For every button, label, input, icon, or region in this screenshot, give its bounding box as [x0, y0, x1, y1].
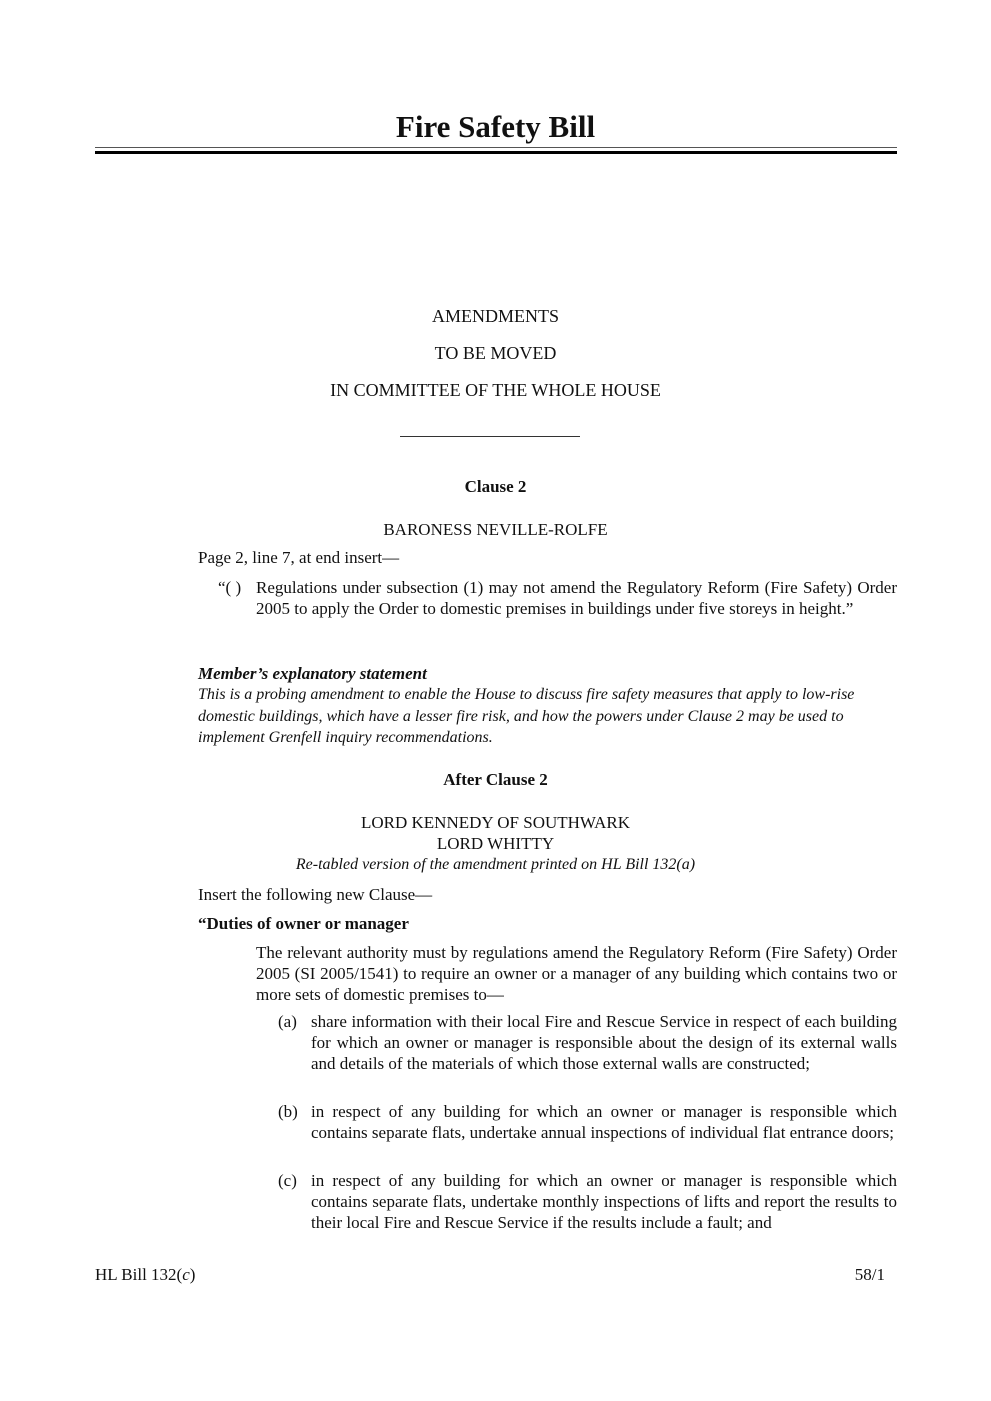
bill-title: Fire Safety Bill: [395, 109, 596, 144]
explanatory-statement-heading: Member’s explanatory statement: [198, 664, 427, 683]
item-label: (c): [278, 1171, 297, 1190]
quote-marker: “( ): [218, 578, 242, 597]
amendment-instruction: Insert the following new Clause—: [198, 885, 433, 904]
clause-heading: After Clause 2: [443, 770, 548, 789]
retabled-note: Re-tabled version of the amendment printed on HL Bill 132(a): [295, 856, 696, 873]
item-label: (a): [278, 1012, 297, 1031]
heading-amendments: AMENDMENTS: [431, 306, 559, 326]
heading-to-be-moved: TO BE MOVED: [434, 343, 557, 363]
bill-number-suffix: c: [182, 1265, 190, 1284]
bill-number-prefix: HL Bill 132(: [95, 1265, 183, 1284]
section-divider: [400, 436, 580, 437]
bill-number: [95, 1264, 195, 1285]
page-reference: 58/1: [854, 1265, 885, 1284]
item-label: (b): [278, 1102, 298, 1121]
amendment-instruction: Page 2, line 7, at end insert—: [198, 548, 400, 567]
title-rule-thin: [95, 147, 897, 148]
item-text: in respect of any building for which an owner or manager is responsible which contains separate flats, undertake monthly inspections of lifts and report the results to their local Fire and Rescue Service if the results include a fault; and: [311, 1171, 897, 1232]
member-name: LORD KENNEDY OF SOUTHWARK: [360, 813, 630, 832]
member-name: LORD WHITTY: [436, 834, 555, 853]
new-clause-intro: The relevant authority must by regulations amend the Regulatory Reform (Fire Safety) Order 2005 (SI 2005/1541) to require an owner or a manager of any building which contains two or more sets of domestic premises to—: [256, 943, 897, 1004]
explanatory-statement: This is a probing amendment to enable the House to discuss fire safety measures that apply to low-rise domestic buildings, which have a lesser fire risk, and how the powers under Clause 2 may be used to implement Grenfell inquiry recommendations.: [198, 686, 855, 746]
heading-committee: IN COMMITTEE OF THE WHOLE HOUSE: [330, 380, 661, 400]
title-rule-thick: [95, 151, 897, 154]
clause-heading: Clause 2: [464, 477, 527, 496]
amendment-text: Regulations under subsection (1) may not amend the Regulatory Reform (Fire Safety) Order 2005 to apply the Order to domestic premises in buildings under five storeys in height.”: [256, 578, 897, 618]
item-text: in respect of any building for which an owner or manager is responsible which contains separate flats, undertake annual inspections of individual flat entrance doors;: [311, 1102, 897, 1142]
item-text: share information with their local Fire and Rescue Service in respect of each building for which an owner or manager is responsible about the design of its external walls and details of the materials of which those external walls are constructed;: [311, 1012, 897, 1073]
member-name: BARONESS NEVILLE-ROLFE: [383, 520, 608, 539]
new-clause-title: “Duties of owner or manager: [198, 914, 409, 933]
bill-number-close: ): [189, 1265, 196, 1284]
